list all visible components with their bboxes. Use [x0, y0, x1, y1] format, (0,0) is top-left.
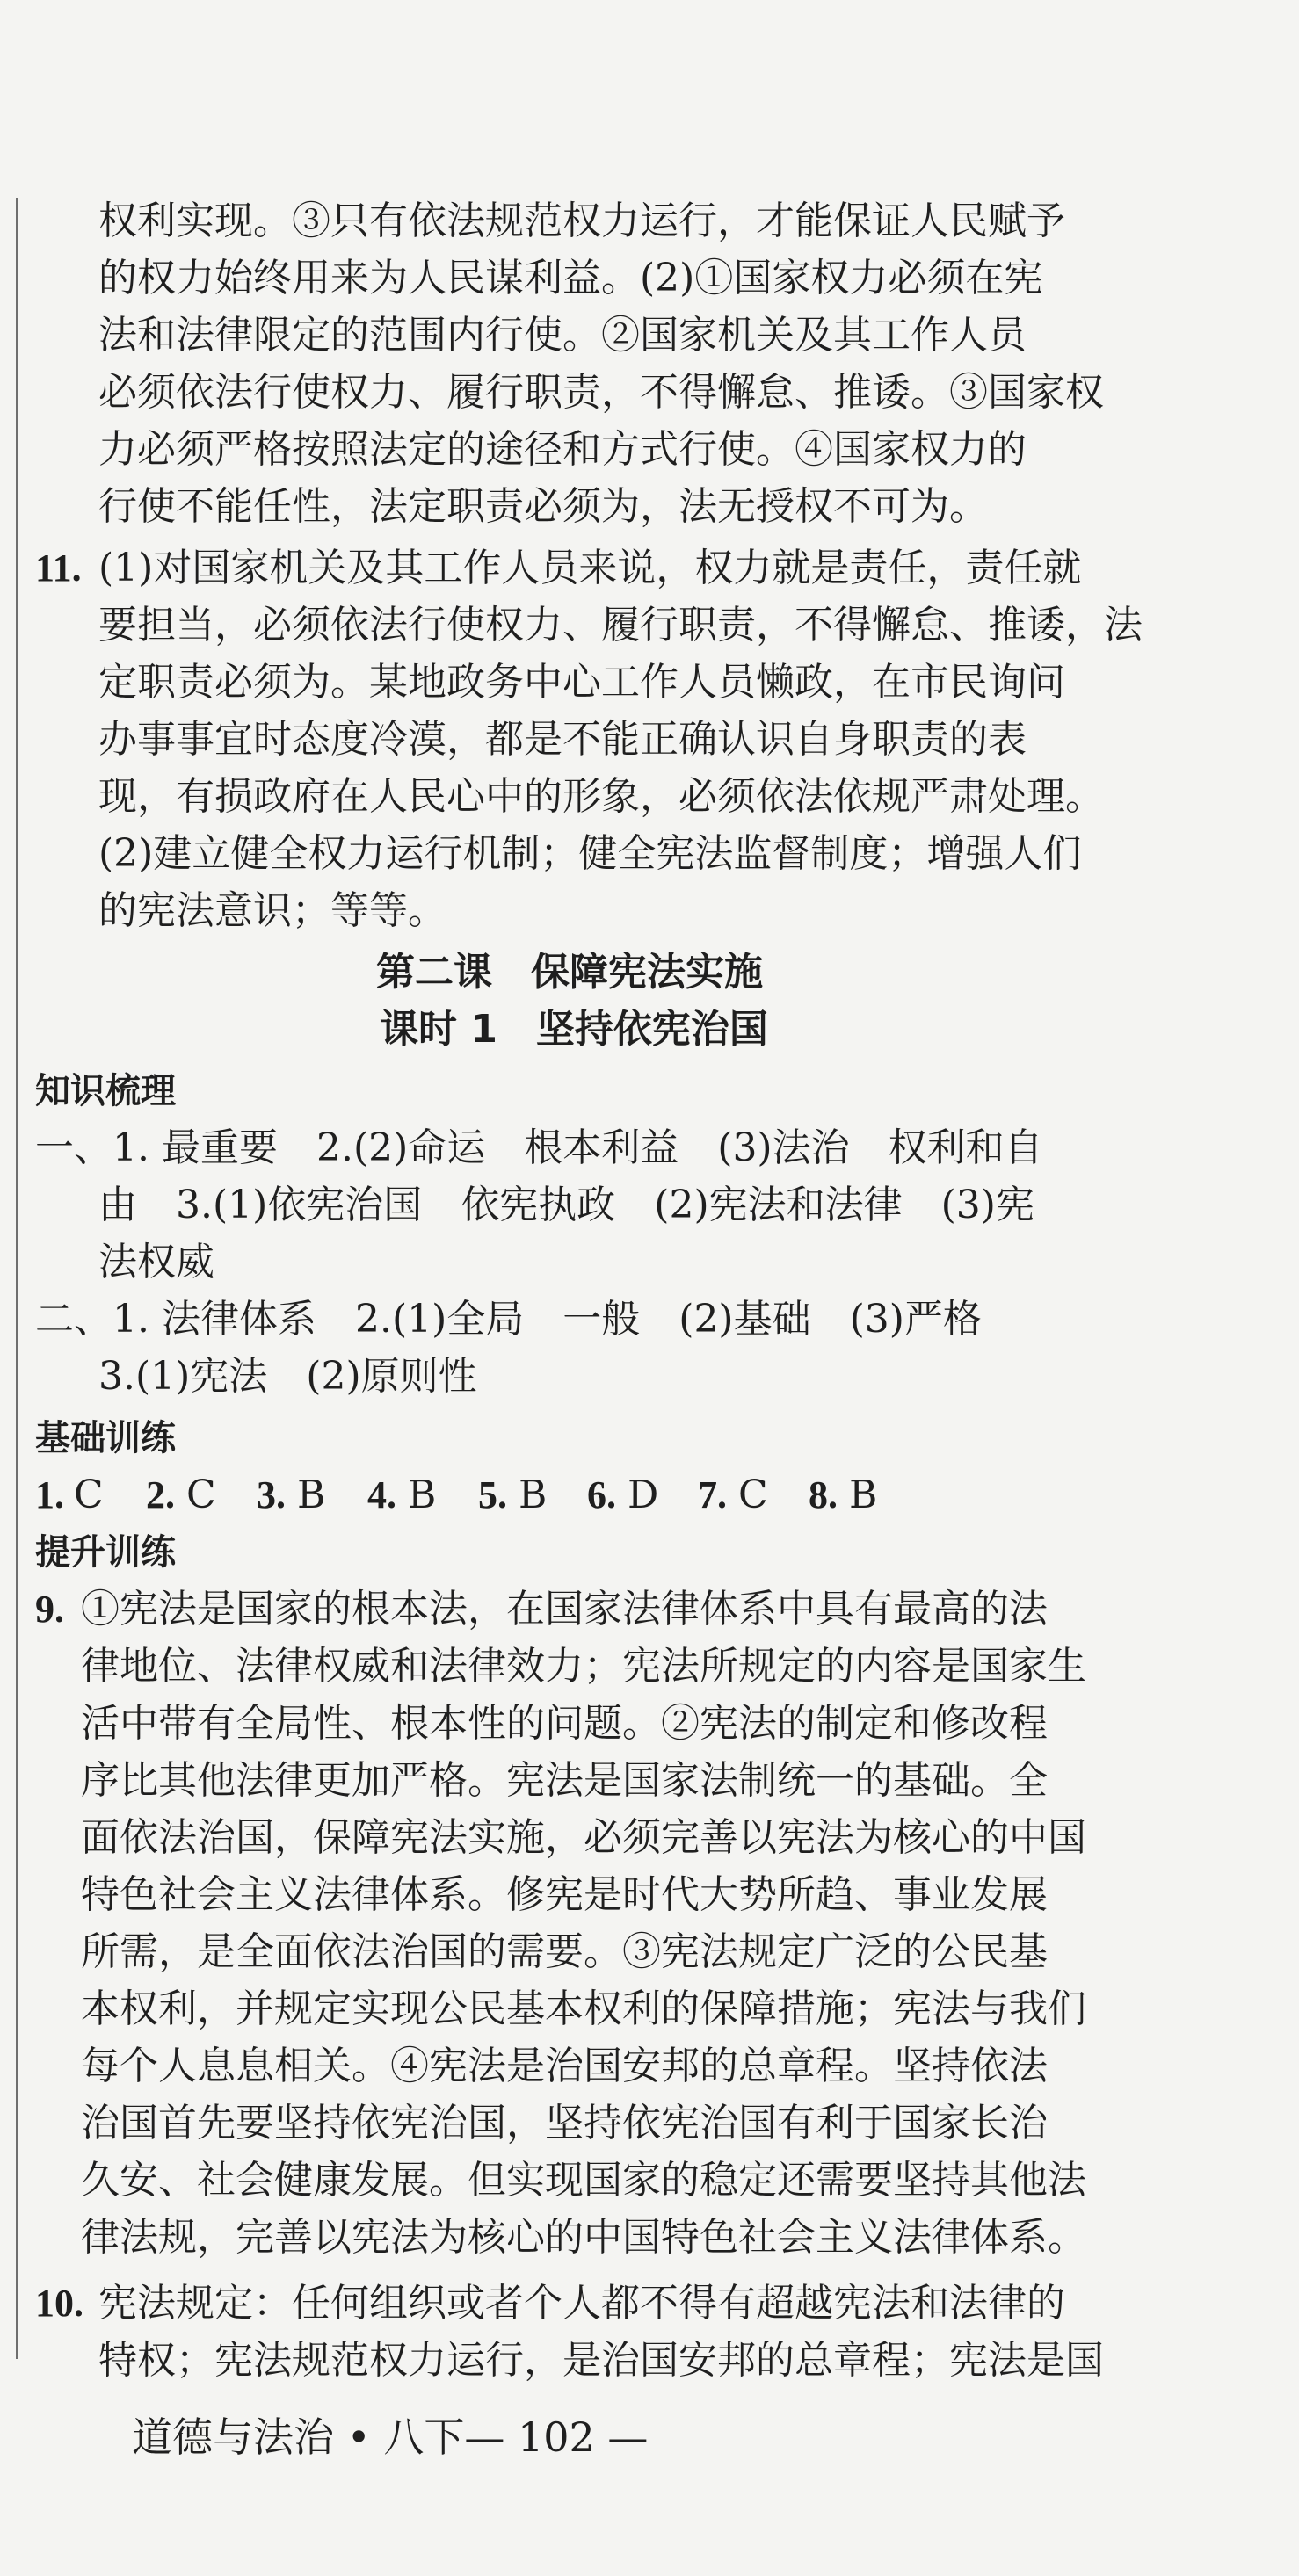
answer-value: B	[408, 1473, 437, 1517]
answer-value: B	[297, 1473, 326, 1517]
text-line: 活中带有全局性、根本性的问题。②宪法的制定和修改程	[81, 1701, 1048, 1746]
text-line: (1)对国家机关及其工作人员来说，权力就是责任，责任就	[98, 546, 1082, 590]
answer-number: 2.	[146, 1473, 175, 1516]
text-line: 特权；宪法规范权力运行，是治国安邦的总章程；宪法是国	[98, 2338, 1104, 2383]
text-line: 要担当，必须依法行使权力、履行职责，不得懈怠、推诿，法	[98, 603, 1143, 648]
answer-value: D	[628, 1473, 659, 1517]
section-heading: 提升训练	[35, 1532, 176, 1573]
text-line: 每个人息息相关。④宪法是治国安邦的总章程。坚持依法	[81, 2044, 1048, 2088]
text-line: 办事事宜时态度冷漠，都是不能正确认识自身职责的表	[98, 717, 1027, 762]
text-line: 的宪法意识；等等。	[98, 888, 446, 933]
text-line: 的权力始终用来为人民谋利益。(2)①国家权力必须在宪	[98, 256, 1043, 300]
answer-number: 8.	[809, 1473, 838, 1516]
text-line: 律地位、法律权威和法律效力；宪法所规定的内容是国家生	[81, 1644, 1086, 1689]
text-line: 二、1. 法律体系 2.(1)全局 一般 (2)基础 (3)严格	[35, 1297, 982, 1342]
question-number: 11.	[35, 546, 82, 590]
text-line: 宪法规定：任何组织或者个人都不得有超越宪法和法律的	[98, 2281, 1065, 2326]
text-line: 特色社会主义法律体系。修宪是时代大势所趋、事业发展	[81, 1872, 1048, 1917]
margin-rule	[16, 198, 18, 2359]
text-line: 治国首先要坚持依宪治国，坚持依宪治国有利于国家长治	[81, 2101, 1048, 2145]
answer-value: B	[519, 1473, 548, 1517]
answer-value: C	[186, 1473, 216, 1517]
answer-number: 4.	[367, 1473, 396, 1516]
text-line: 序比其他法律更加严格。宪法是国家法制统一的基础。全	[81, 1758, 1048, 1803]
text-line: 行使不能任性，法定职责必须为，法无授权不可为。	[98, 484, 988, 529]
answer-number: 5.	[478, 1473, 507, 1516]
lesson-title: 第二课 保障宪法实施	[376, 950, 763, 995]
text-line: ①宪法是国家的根本法，在国家法律体系中具有最高的法	[81, 1587, 1048, 1632]
text-line: 所需，是全面依法治国的需要。③宪法规定广泛的公民基	[81, 1929, 1048, 1974]
text-line: 由 3.(1)依宪治国 依宪执政 (2)宪法和法律 (3)宪	[98, 1183, 1034, 1227]
text-line: 力必须严格按照法定的途径和方式行使。④国家权力的	[98, 427, 1027, 472]
text-line: 一、1. 最重要 2.(2)命运 根本利益 (3)法治 权利和自	[35, 1125, 1043, 1170]
text-line: 3.(1)宪法 (2)原则性	[98, 1354, 477, 1399]
section-heading: 基础训练	[35, 1418, 176, 1458]
text-line: 法权威	[98, 1240, 214, 1284]
answer-number: 1.	[35, 1473, 64, 1516]
text-line: 本权利，并规定实现公民基本权利的保障措施；宪法与我们	[81, 1986, 1086, 2031]
answer-number: 3.	[257, 1473, 286, 1516]
text-line: 权利实现。③只有依法规范权力运行，才能保证人民赋予	[98, 199, 1065, 243]
section-heading: 知识梳理	[35, 1071, 176, 1111]
page-footer: 道德与法治 • 八下— 102 —	[132, 2413, 649, 2461]
text-line: 法和法律限定的范围内行使。②国家机关及其工作人员	[98, 313, 1027, 358]
text-line: 面依法治国，保障宪法实施，必须完善以宪法为核心的中国	[81, 1815, 1086, 1860]
text-line: 必须依法行使权力、履行职责，不得懈怠、推诿。③国家权	[98, 370, 1104, 415]
text-line: (2)建立健全权力运行机制；健全宪法监督制度；增强人们	[98, 831, 1082, 876]
answer-number: 7.	[698, 1473, 727, 1516]
answer-number: 6.	[587, 1473, 616, 1516]
question-number: 10.	[35, 2282, 83, 2325]
text-line: 律法规，完善以宪法为核心的中国特色社会主义法律体系。	[81, 2215, 1086, 2260]
question-number: 9.	[35, 1588, 64, 1631]
text-line: 久安、社会健康发展。但实现国家的稳定还需要坚持其他法	[81, 2158, 1086, 2203]
answer-value: B	[849, 1473, 878, 1517]
lesson-subtitle: 课时 1 坚持依宪治国	[380, 1007, 768, 1052]
text-line: 现，有损政府在人民心中的形象，必须依法依规严肃处理。	[98, 774, 1104, 819]
text-line: 定职责必须为。某地政务中心工作人员懒政，在市民询问	[98, 660, 1065, 705]
answer-value: C	[738, 1473, 768, 1517]
answer-value: C	[74, 1473, 104, 1517]
